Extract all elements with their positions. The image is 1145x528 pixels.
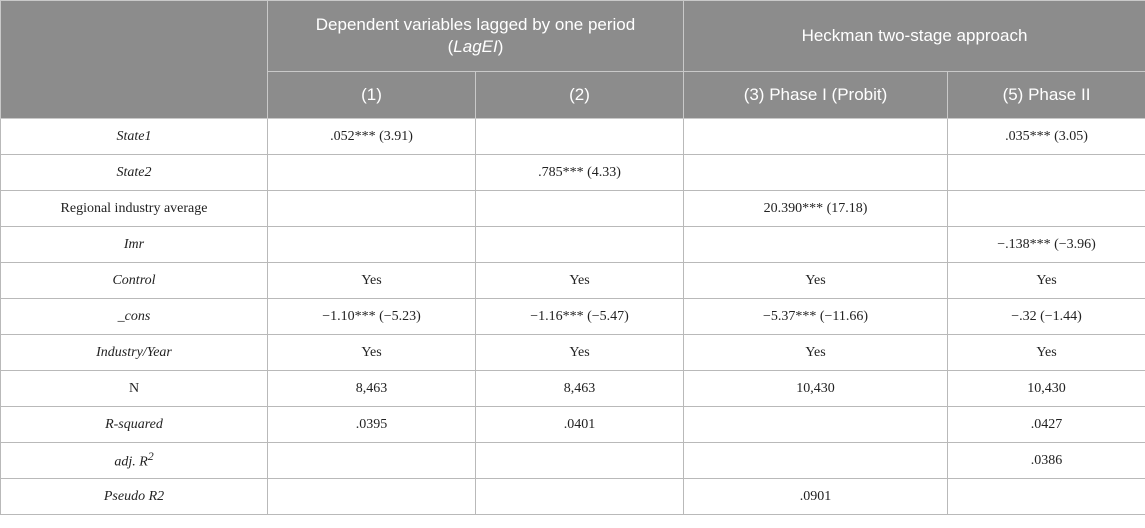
table-cell: −1.16*** (−5.47): [476, 299, 684, 335]
row-label: State2: [1, 155, 268, 191]
table-cell: −5.37*** (−11.66): [684, 299, 948, 335]
row-label: State1: [1, 119, 268, 155]
header-col-2: (2): [476, 72, 684, 119]
table-cell: .0395: [268, 407, 476, 443]
row-label-superscript: 2: [147, 450, 154, 464]
table-cell: [476, 227, 684, 263]
header-group-lagged: Dependent variables lagged by one period (LagEI): [268, 1, 684, 72]
table-cell: Yes: [476, 263, 684, 299]
row-label-cell: [1, 443, 268, 479]
table-row: [1, 299, 1145, 335]
table-cell: [268, 155, 476, 191]
table-row: [1, 227, 1145, 263]
table-cell: [268, 443, 476, 479]
table-cell: Yes: [948, 263, 1145, 299]
header-corner-cell: [1, 1, 268, 119]
table-cell: [684, 407, 948, 443]
row-label: Industry/Year: [1, 335, 268, 371]
table-cell: [948, 479, 1145, 515]
table-cell: [684, 443, 948, 479]
table-row: [1, 155, 1145, 191]
table-cell: −.138*** (−3.96): [948, 227, 1145, 263]
row-label: Regional industry average: [1, 191, 268, 227]
table-cell: Yes: [476, 335, 684, 371]
row-label: Pseudo R2: [1, 479, 268, 515]
table-row: [1, 119, 1145, 155]
table-row: [1, 479, 1145, 515]
table-cell: .0386: [948, 443, 1145, 479]
table-cell: .0427: [948, 407, 1145, 443]
header-col-1: (1): [268, 72, 476, 119]
table-cell: 10,430: [948, 371, 1145, 407]
table-cell: [268, 191, 476, 227]
table-cell: .0401: [476, 407, 684, 443]
header-group-lagged-variable: LagEI: [453, 37, 498, 56]
table-cell: Yes: [684, 335, 948, 371]
table-cell: Yes: [684, 263, 948, 299]
table-cell: [476, 479, 684, 515]
table-cell: [684, 155, 948, 191]
header-group-heckman: Heckman two-stage approach: [684, 1, 1145, 72]
table-cell: 8,463: [268, 371, 476, 407]
table-cell: Yes: [268, 263, 476, 299]
table-row: [1, 407, 1145, 443]
table-row: [1, 443, 1145, 479]
header-col-3: (3) Phase I (Probit): [684, 72, 948, 119]
header-row-groups: [1, 1, 1145, 72]
table-cell: Yes: [948, 335, 1145, 371]
table-cell: .785*** (4.33): [476, 155, 684, 191]
table-cell: [476, 443, 684, 479]
table-cell: [684, 227, 948, 263]
table-cell: [684, 119, 948, 155]
row-label: N: [1, 371, 268, 407]
table-row: [1, 371, 1145, 407]
table-cell: [268, 479, 476, 515]
table-cell: [268, 227, 476, 263]
table-cell: [948, 191, 1145, 227]
table-cell: 10,430: [684, 371, 948, 407]
table-cell: [948, 155, 1145, 191]
table-body: [1, 119, 1145, 515]
table-cell: Yes: [268, 335, 476, 371]
table-cell: 20.390*** (17.18): [684, 191, 948, 227]
table-row: [1, 191, 1145, 227]
header-col-4: (5) Phase II: [948, 72, 1145, 119]
table-cell: −.32 (−1.44): [948, 299, 1145, 335]
table-cell: 8,463: [476, 371, 684, 407]
table-header: [1, 1, 1145, 119]
row-label: adj. R: [114, 454, 148, 470]
table-cell: [476, 191, 684, 227]
row-label: Imr: [1, 227, 268, 263]
table-row: [1, 335, 1145, 371]
row-label: _cons: [1, 299, 268, 335]
table-cell: [476, 119, 684, 155]
table-cell: .0901: [684, 479, 948, 515]
table-cell: −1.10*** (−5.23): [268, 299, 476, 335]
header-group-lagged-text: Dependent variables lagged by one period: [315, 15, 636, 34]
table-cell: .035*** (3.05): [948, 119, 1145, 155]
row-label: R-squared: [1, 407, 268, 443]
table-cell: .052*** (3.91): [268, 119, 476, 155]
table-row: [1, 263, 1145, 299]
row-label: Control: [1, 263, 268, 299]
